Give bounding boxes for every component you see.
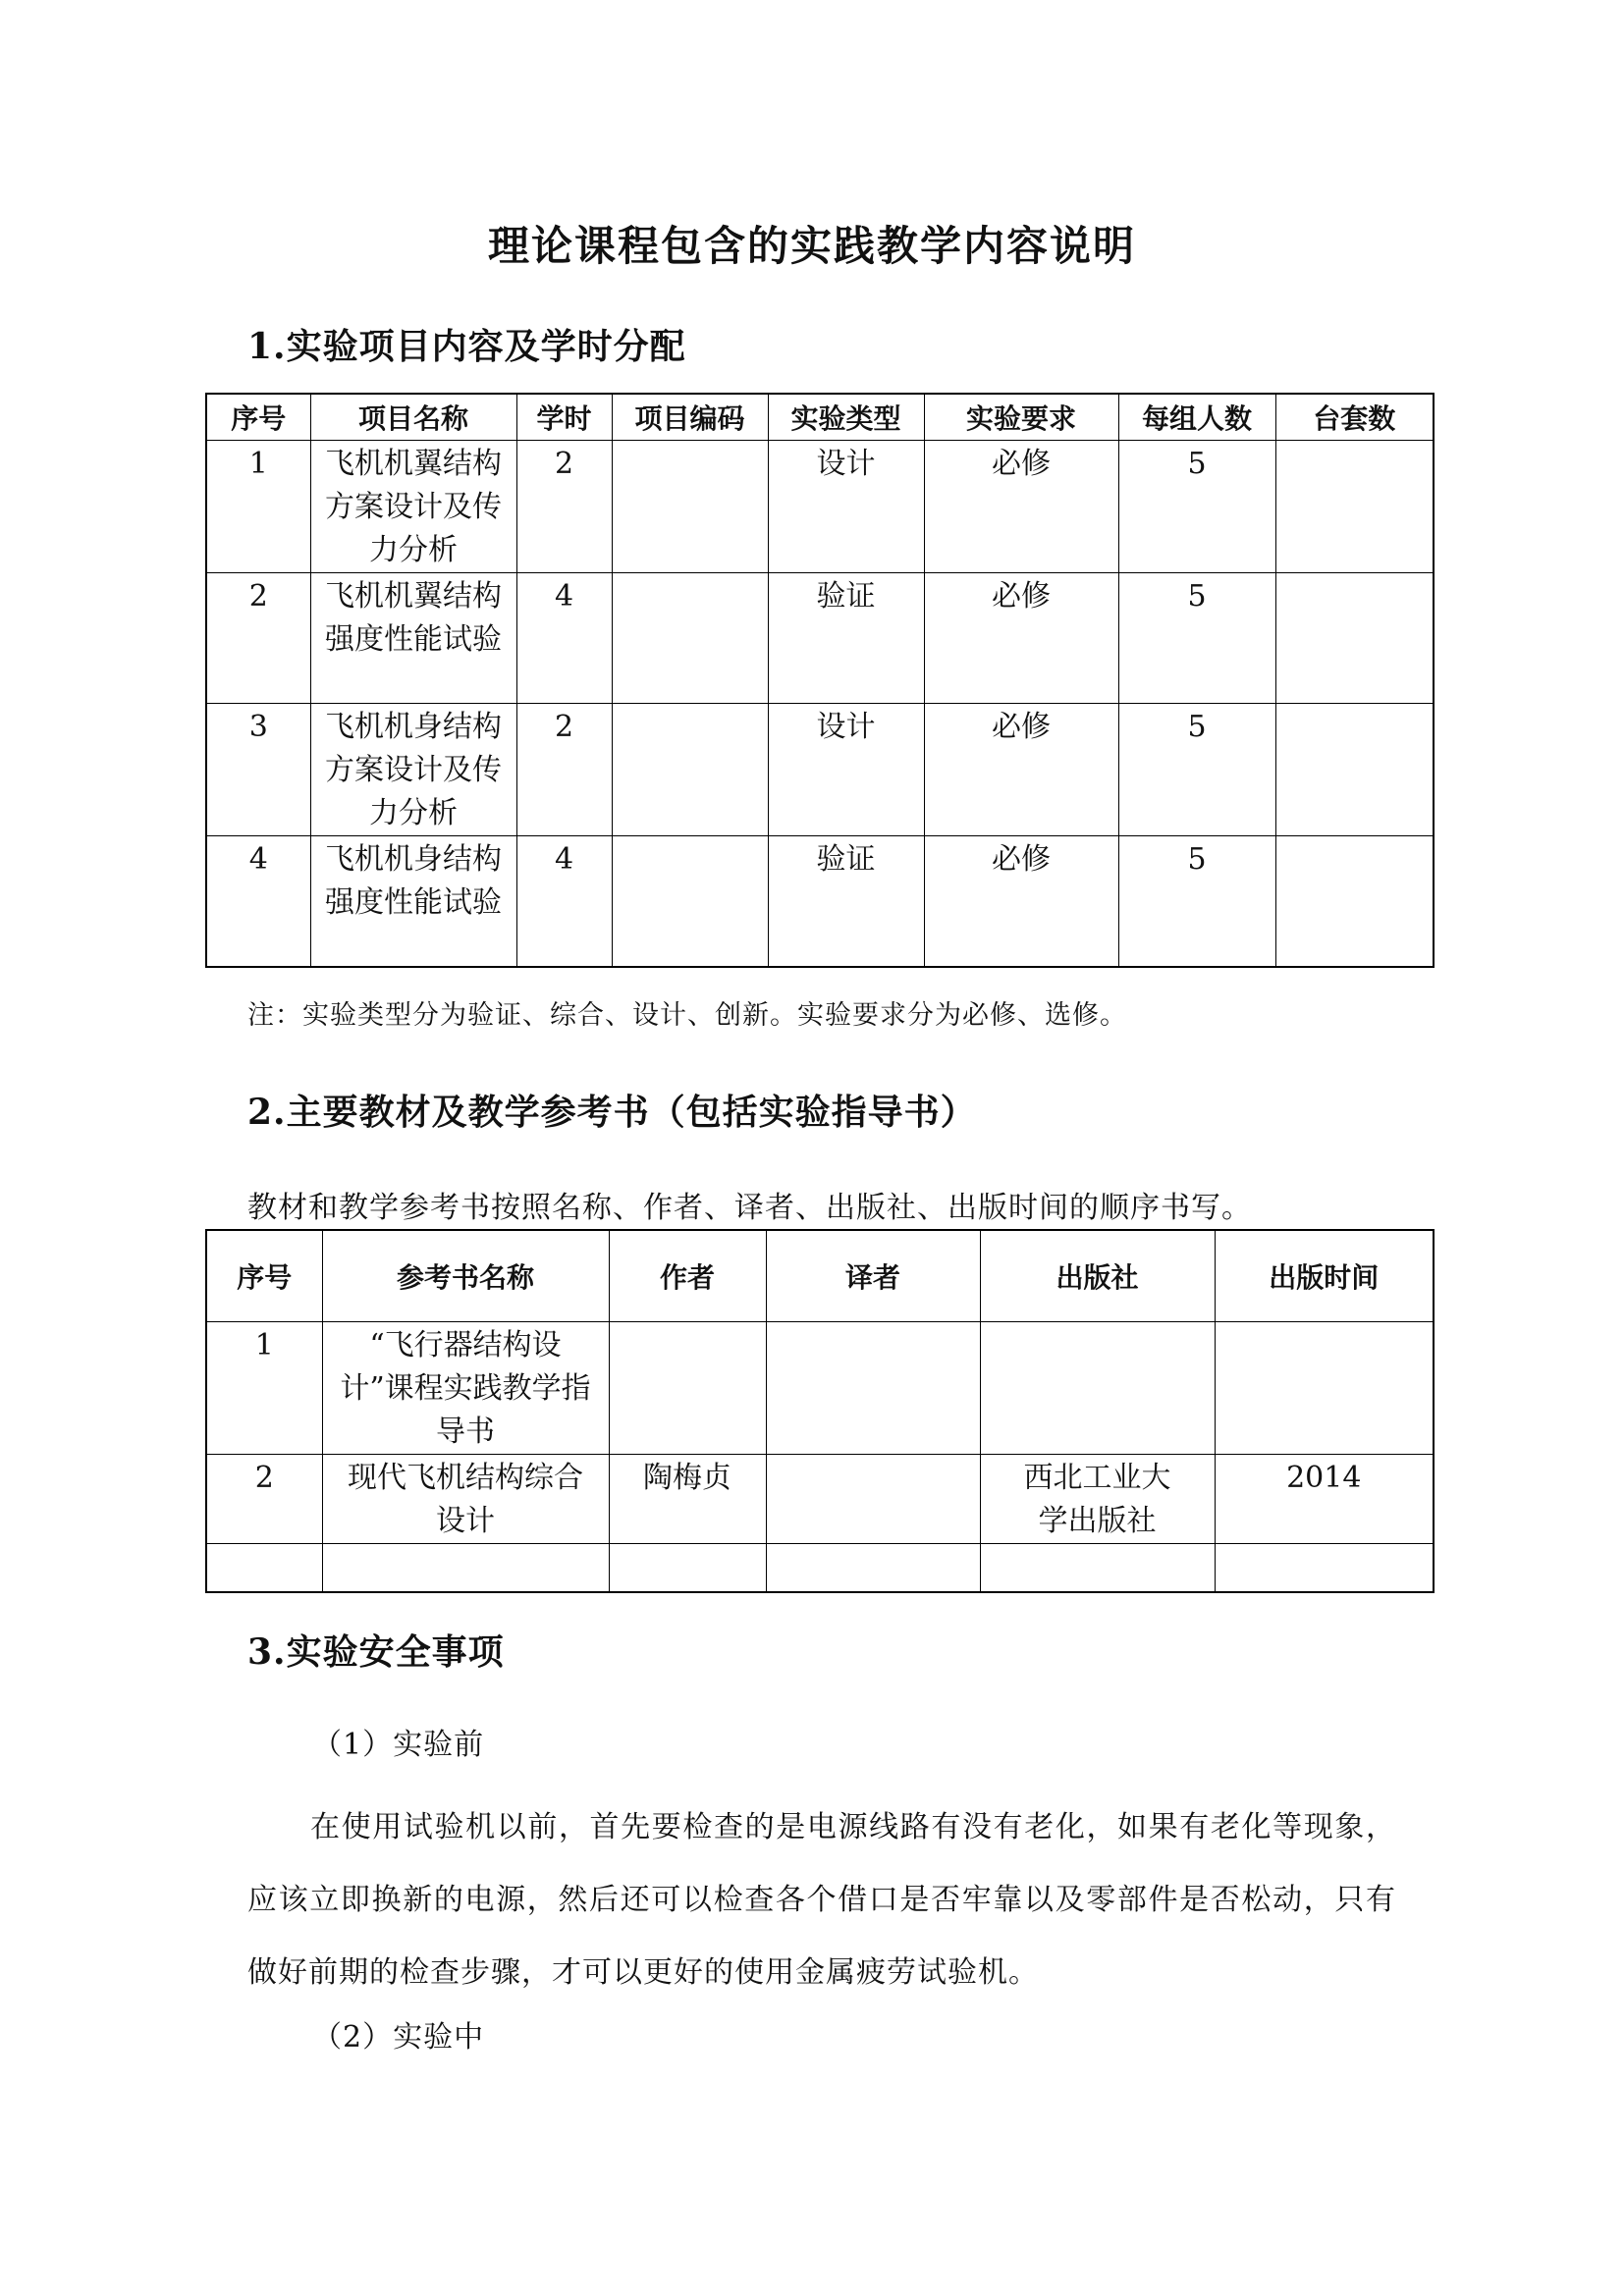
cell-group-size: 5	[1118, 836, 1275, 968]
cell-hours: 4	[516, 573, 612, 704]
cell-type: 设计	[768, 441, 924, 573]
cell-group-size: 5	[1118, 704, 1275, 836]
cell-no: 1	[206, 441, 310, 573]
cell-no	[206, 1544, 322, 1593]
cell-code	[612, 836, 768, 968]
cell-hours: 4	[516, 836, 612, 968]
header-translator: 译者	[766, 1230, 980, 1322]
subheading-before: （1）实验前	[312, 1728, 485, 1762]
cell-requirement: 必修	[924, 573, 1118, 704]
cell-translator	[766, 1455, 980, 1544]
cell-book-name: 现代飞机结构综合设计	[322, 1455, 609, 1544]
table-row	[206, 441, 1434, 573]
header-author: 作者	[609, 1230, 766, 1322]
cell-year	[1215, 1544, 1434, 1593]
cell-publisher: 西北工业大学出版社	[980, 1455, 1215, 1544]
cell-no: 1	[206, 1322, 322, 1455]
section2-heading: 2.主要教材及教学参考书（包括实验指导书）	[247, 1092, 977, 1133]
section3-heading: 3.实验安全事项	[247, 1631, 505, 1673]
cell-requirement: 必修	[924, 836, 1118, 968]
header-no: 序号	[206, 1230, 322, 1322]
header-type: 实验类型	[768, 394, 924, 441]
cell-sets	[1275, 836, 1434, 968]
table-header-row	[206, 1230, 1434, 1322]
cell-requirement: 必修	[924, 441, 1118, 573]
cell-no: 3	[206, 704, 310, 836]
cell-requirement: 必修	[924, 704, 1118, 836]
cell-author: 陶梅贞	[609, 1455, 766, 1544]
cell-code	[612, 441, 768, 573]
header-group-size: 每组人数	[1118, 394, 1275, 441]
reference-intro: 教材和教学参考书按照名称、作者、译者、出版社、出版时间的顺序书写。	[247, 1191, 1252, 1225]
cell-sets	[1275, 573, 1434, 704]
cell-book-name: “飞行器结构设计”课程实践教学指导书	[322, 1322, 609, 1455]
cell-group-size: 5	[1118, 573, 1275, 704]
table-row	[206, 704, 1434, 836]
cell-name: 飞机机身结构方案设计及传力分析	[310, 704, 516, 836]
cell-translator	[766, 1544, 980, 1593]
cell-type: 验证	[768, 836, 924, 968]
cell-hours: 2	[516, 704, 612, 836]
table-header-row	[206, 394, 1434, 441]
table-row	[206, 1455, 1434, 1544]
cell-name: 飞机机身结构强度性能试验	[310, 836, 516, 968]
cell-name: 飞机机翼结构方案设计及传力分析	[310, 441, 516, 573]
cell-no: 4	[206, 836, 310, 968]
cell-year	[1215, 1322, 1434, 1455]
header-sets: 台套数	[1275, 394, 1434, 441]
cell-publisher	[980, 1322, 1215, 1455]
table-row	[206, 1322, 1434, 1455]
header-name: 项目名称	[310, 394, 516, 441]
cell-code	[612, 704, 768, 836]
table-row	[206, 573, 1434, 704]
table-note: 注：实验类型分为验证、综合、设计、创新。实验要求分为必修、选修。	[247, 1000, 1127, 1031]
header-book-name: 参考书名称	[322, 1230, 609, 1322]
experiment-table	[205, 393, 1435, 968]
cell-no: 2	[206, 573, 310, 704]
cell-group-size: 5	[1118, 441, 1275, 573]
section1-heading: 1.实验项目内容及学时分配	[247, 326, 686, 367]
header-year: 出版时间	[1215, 1230, 1434, 1322]
cell-type: 验证	[768, 573, 924, 704]
cell-translator	[766, 1322, 980, 1455]
header-code: 项目编码	[612, 394, 768, 441]
cell-book-name	[322, 1544, 609, 1593]
cell-sets	[1275, 441, 1434, 573]
header-requirement: 实验要求	[924, 394, 1118, 441]
cell-author	[609, 1322, 766, 1455]
cell-code	[612, 573, 768, 704]
cell-name: 飞机机翼结构强度性能试验	[310, 573, 516, 704]
header-no: 序号	[206, 394, 310, 441]
cell-sets	[1275, 704, 1434, 836]
cell-publisher	[980, 1544, 1215, 1593]
cell-hours: 2	[516, 441, 612, 573]
cell-type: 设计	[768, 704, 924, 836]
table-row	[206, 836, 1434, 968]
table-row	[206, 1544, 1434, 1593]
reference-table	[205, 1229, 1435, 1593]
cell-author	[609, 1544, 766, 1593]
subheading-during: （2）实验中	[312, 2020, 485, 2055]
header-publisher: 出版社	[980, 1230, 1215, 1322]
cell-year: 2014	[1215, 1455, 1434, 1544]
header-hours: 学时	[516, 394, 612, 441]
cell-no: 2	[206, 1455, 322, 1544]
safety-paragraph: 在使用试验机以前，首先要检查的是电源线路有没有老化，如果有老化等现象，应该立即换新的电源，然后还可以检查各个借口是否牢靠以及零部件是否松动，只有做好前期的检查步骤，才可以更好的使用金属疲劳试验机。	[247, 1810, 1396, 1990]
page-title: 理论课程包含的实践教学内容说明	[487, 222, 1136, 270]
